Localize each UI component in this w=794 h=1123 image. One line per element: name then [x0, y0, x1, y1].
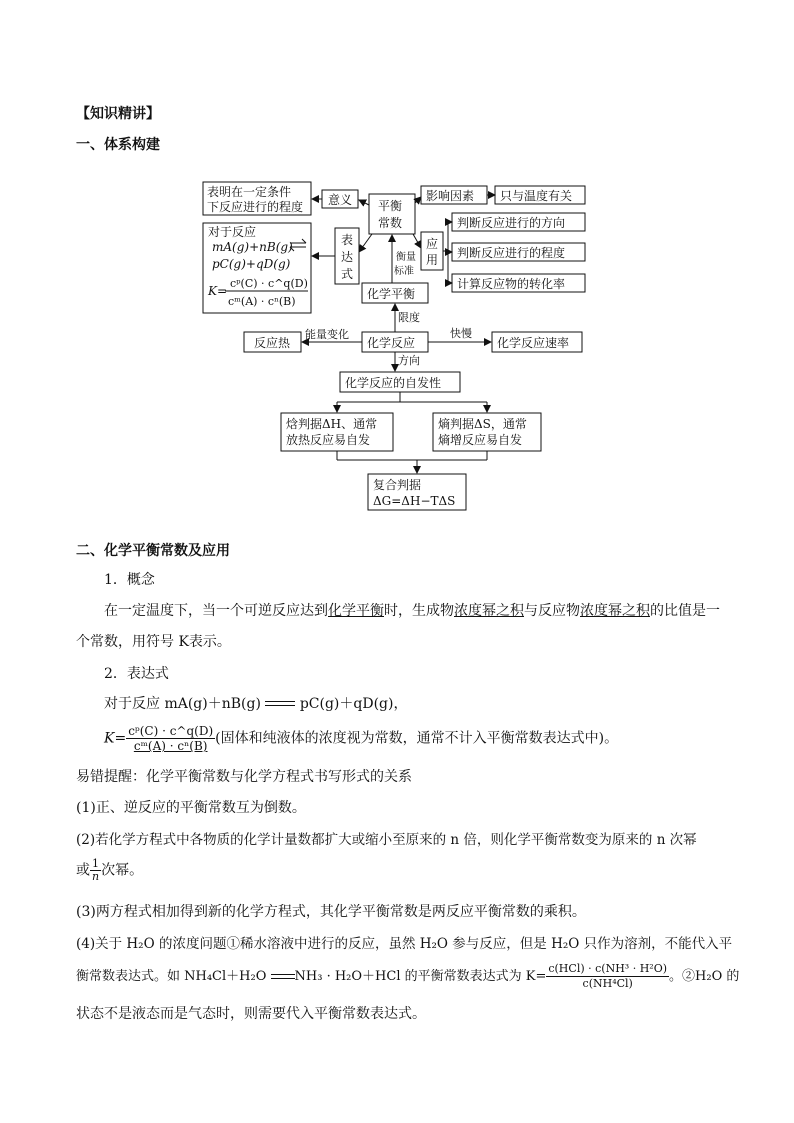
- tip-4-reaction-right: NH₃ · H₂O＋HCl 的平衡常数表达式为 K=: [294, 969, 547, 984]
- tip-4-numerator: c(HCl) · c(NH³ · H²O): [548, 962, 668, 975]
- tip-4-line3: 状态不是液态而是气态时，则需要代入平衡常数表达式。: [76, 1006, 426, 1022]
- fraction-numerator: 1: [90, 858, 101, 871]
- tip-3: (3)两方程式相加得到新的化学方程式，其化学平衡常数是两反应平衡常数的乘积。: [76, 904, 586, 920]
- tip-4-line2: [76, 962, 739, 991]
- tip-4-reaction-left: 衡常数表达式。如 NH₄Cl＋H₂O: [76, 969, 267, 984]
- app2-label: 判断反应进行的程度: [457, 246, 566, 260]
- pingheng-line2: 常数: [378, 216, 403, 230]
- one-over-n-fraction: [90, 858, 101, 883]
- hengliang-line2: 标准: [394, 266, 414, 277]
- shang-line2: 熵增反应易自发: [438, 433, 523, 447]
- kuaiman-label: 快慢: [450, 327, 472, 340]
- expr-line2: mA(g)+nB(g): [212, 240, 293, 254]
- yiyi-label: 意义: [328, 193, 353, 207]
- expression-k-line: [104, 724, 618, 753]
- concept-text-c: 与反应物: [524, 603, 580, 619]
- concept-paragraph-line1: [104, 601, 720, 621]
- knowledge-map-diagram: [190, 175, 610, 520]
- fanyingre-label: 反应热: [254, 336, 291, 350]
- tips-title: 易错提醒：化学平衡常数与化学方程式书写形式的关系: [76, 769, 412, 785]
- tip-2-line2: [76, 858, 143, 883]
- tip-2-line1: (2)若化学方程式中各物质的化学计量数都扩大或缩小至原来的 n 倍，则化学平衡常数变为原来的 n 次幂: [76, 832, 697, 848]
- heading-part1: 一、体系构建: [76, 137, 160, 153]
- expr-numerator: cᵖ(C) · c^q(D): [230, 277, 308, 290]
- concept-underline-2: 浓度幂之积: [454, 603, 524, 619]
- expression-title: 2．表达式: [104, 666, 169, 682]
- biaodashi-char1: 表: [341, 233, 354, 247]
- shan-line1: 焓判据ΔH、通常: [286, 417, 378, 431]
- fuhe-line2: ΔG=ΔH−TΔS: [373, 494, 456, 508]
- expression-numerator: cᵖ(C) · c^q(D): [128, 724, 214, 738]
- hengliang-line1: 衡量: [396, 252, 416, 263]
- huaxue-pingheng-label: 化学平衡: [367, 287, 416, 301]
- tip-4-tail: 。②H₂O 的: [669, 969, 740, 984]
- expression-note: (固体和纯液体的浓度视为常数，通常不计入平衡常数表达式中)。: [215, 730, 619, 747]
- huaxue-fanying-label: 化学反应: [367, 336, 416, 350]
- app3-label: 计算反应物的转化率: [457, 277, 566, 291]
- section-tag: 【知识精讲】: [76, 106, 160, 122]
- expr-line1: 对于反应: [208, 225, 257, 239]
- meaning-line2: 下反应进行的程度: [207, 200, 304, 214]
- tip-4-denominator: c(NH⁴Cl): [582, 977, 633, 990]
- concept-text-d: 的比值是一: [650, 603, 720, 619]
- expression-products: pC(g)＋qD(g)，: [299, 696, 408, 712]
- equilibrium-arrow-icon-2: [271, 973, 295, 981]
- fangxiang-label: 方向: [398, 354, 420, 367]
- fraction-denominator: n: [92, 870, 100, 883]
- tip-1: (1)正、逆反应的平衡常数互为倒数。: [76, 800, 306, 816]
- concept-text-a: 在一定温度下，当一个可逆反应达到: [104, 603, 328, 619]
- tip-4-line1: (4)关于 H₂O 的浓度问题①稀水溶液中进行的反应，虽然 H₂O 参与反应，但是 H₂O 只作为溶剂，不能代入平: [76, 936, 733, 952]
- app1-label: 判断反应进行的方向: [457, 216, 566, 230]
- wendu-label: 只与温度有关: [500, 189, 573, 203]
- concept-paragraph-line2: 个常数，用符号 K表示。: [76, 634, 231, 650]
- concept-text-b: 时，生成物: [384, 603, 454, 619]
- expr-denominator: cᵐ(A) · cⁿ(B): [228, 295, 296, 308]
- xiandu-label: 限度: [398, 311, 420, 324]
- tip-2-prefix: 或: [76, 862, 90, 879]
- zifaxing-label: 化学反应的自发性: [345, 376, 442, 390]
- pingheng-line1: 平衡: [378, 199, 403, 213]
- tip-2-suffix: 次幂。: [101, 862, 144, 879]
- expr-k: K=: [208, 284, 228, 298]
- shan-line2: 放热反应易自发: [286, 433, 371, 447]
- sulv-label: 化学反应速率: [497, 336, 570, 350]
- tip-4-fraction: [546, 962, 669, 991]
- expression-k: K=: [104, 730, 127, 747]
- yingyong-char1: 应: [426, 237, 439, 251]
- expression-fraction: [126, 724, 215, 753]
- expression-reaction-line: [104, 694, 407, 714]
- concept-underline-3: 浓度幂之积: [580, 603, 650, 619]
- nengliang-label: 能量变化: [305, 328, 349, 341]
- meaning-line1: 表明在一定条件: [207, 185, 292, 199]
- equilibrium-arrow-icon: [265, 700, 295, 708]
- shang-line1: 熵判据ΔS，通常: [438, 417, 527, 431]
- yingyong-char2: 用: [426, 253, 439, 267]
- expression-denominator: cᵐ(A) · cⁿ(B): [133, 739, 208, 753]
- biaodashi-char3: 式: [341, 267, 354, 281]
- yingxiang-label: 影响因素: [426, 189, 475, 203]
- fuhe-line1: 复合判据: [373, 478, 422, 492]
- expr-line3: pC(g)+qD(g): [212, 257, 291, 271]
- biaodashi-char2: 达: [341, 250, 354, 264]
- concept-title: 1．概念: [104, 572, 155, 588]
- concept-underline-1: 化学平衡: [328, 603, 384, 619]
- heading-part2: 二、化学平衡常数及应用: [76, 543, 230, 559]
- expression-reactants: 对于反应 mA(g)＋nB(g): [104, 696, 261, 712]
